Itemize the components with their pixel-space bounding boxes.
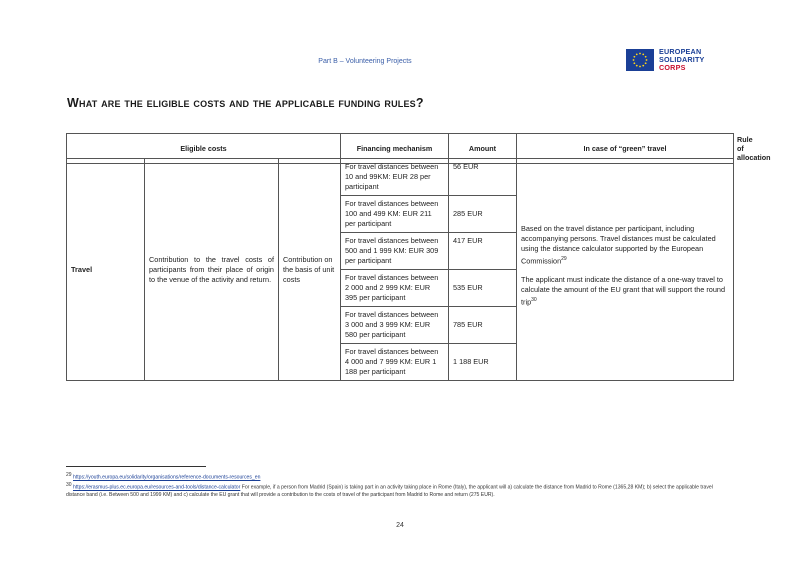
header-eligible-costs: Eligible costs: [67, 134, 341, 164]
header-financing-mechanism: Financing mechanism: [341, 134, 449, 164]
eu-star-icon: [633, 62, 635, 64]
eu-star-icon: [646, 59, 648, 61]
amount-cell: For travel distances between 500 and 1 999 KM: EUR 309 per participant: [341, 233, 449, 270]
rule-paragraph-2: [521, 275, 729, 307]
footnote-29: [66, 472, 733, 482]
eu-star-icon: [636, 53, 638, 55]
page-number: 24: [396, 522, 404, 529]
page-title: What are the eligible costs and the applicable funding rules?: [67, 96, 424, 110]
eu-star-icon: [633, 59, 635, 61]
rule-text-2: The applicant must indicate the distance of a one-way travel to calculate the amount of the EU grant that will support the round trip: [521, 274, 726, 306]
eu-star-icon: [639, 53, 641, 55]
amount-cell: For travel distances between 3 000 and 3 999 KM: EUR 580 per participant: [341, 307, 449, 344]
eu-star-icon: [645, 62, 647, 64]
table-header-row: Eligible costs Financing mechanism Amount In case of “green” travel Rule of allocation: [67, 134, 734, 164]
footnote-divider: [66, 466, 206, 467]
rule-of-allocation: [517, 159, 734, 381]
footnote-link-30[interactable]: https://erasmus-plus.ec.europa.eu/resources-and-tools/distance-calculator: [72, 484, 241, 491]
footnote-30: [66, 482, 733, 500]
cost-description: Contribution to the travel costs of participants from their place of origin to the venue of the activity and return.: [145, 159, 279, 381]
eu-star-icon: [633, 56, 635, 58]
logo-line-corps: CORPS: [659, 63, 686, 72]
european-solidarity-corps-logo: [626, 46, 732, 74]
rule-text-1: Based on the travel distance per participant, including accompanying persons. Travel distances must be calculated using the distance calculator supported by the European Commission: [521, 224, 716, 266]
footnote-text: For example, if a person from Madrid (Spain) is taking part in an activity taking place in Rome (Italy), the applicant will a) calculate the distance from Madrid to Rome (1365,28 KM); b) select the applicable travel distance band (i.e. Between 500 and 1999 KM) and c) calculate the EU grant that will provide a contribution to the costs of travel of the participant from Madrid to Rome and return (275 EUR).: [66, 484, 713, 499]
logo-text: [659, 48, 705, 72]
green-travel-cell: 56 EUR: [449, 159, 517, 196]
eu-star-icon: [645, 56, 647, 58]
footnote-ref-29: 29: [561, 256, 567, 263]
amount-cell: For travel distances between 2 000 and 2 999 KM: EUR 395 per participant: [341, 270, 449, 307]
green-travel-cell: 535 EUR: [449, 270, 517, 307]
header-green-travel: In case of “green” travel: [517, 134, 734, 164]
eligible-costs-body: [66, 158, 734, 381]
green-travel-cell: 285 EUR: [449, 196, 517, 233]
eu-flag-icon: [626, 49, 654, 71]
footnote-link-29[interactable]: https://youth.europa.eu/solidarity/organisations/reference-documents-resources_en: [72, 474, 261, 481]
footnote-number: 30: [66, 482, 72, 489]
header-amount: Amount: [449, 134, 517, 164]
amount-cell: For travel distances between 10 and 99KM: EUR 28 per participant: [341, 159, 449, 196]
green-travel-cell: 1 188 EUR: [449, 344, 517, 381]
logo-line-solidarity: SOLIDARITY: [659, 55, 705, 64]
green-travel-cell: 785 EUR: [449, 307, 517, 344]
logo-line-european: EUROPEAN: [659, 47, 702, 56]
footnote-ref-30: 30: [531, 296, 537, 303]
footnotes: [66, 472, 733, 500]
green-travel-cell: 417 EUR: [449, 233, 517, 270]
amount-cell: For travel distances between 100 and 499 KM: EUR 211 per participant: [341, 196, 449, 233]
footnote-number: 29: [66, 472, 72, 478]
amount-cell: For travel distances between 4 000 and 7 999 KM: EUR 1 188 per participant: [341, 344, 449, 381]
running-header: Part B – Volunteering Projects: [318, 58, 412, 65]
table-row: [67, 159, 734, 196]
eu-star-icon: [636, 65, 638, 67]
financing-mechanism: Contribution on the basis of unit costs: [279, 159, 341, 381]
eu-star-icon: [642, 65, 644, 67]
cost-category: Travel: [67, 159, 145, 381]
eu-star-icon: [642, 53, 644, 55]
eu-star-icon: [639, 66, 641, 68]
rule-paragraph-1: [521, 224, 729, 266]
